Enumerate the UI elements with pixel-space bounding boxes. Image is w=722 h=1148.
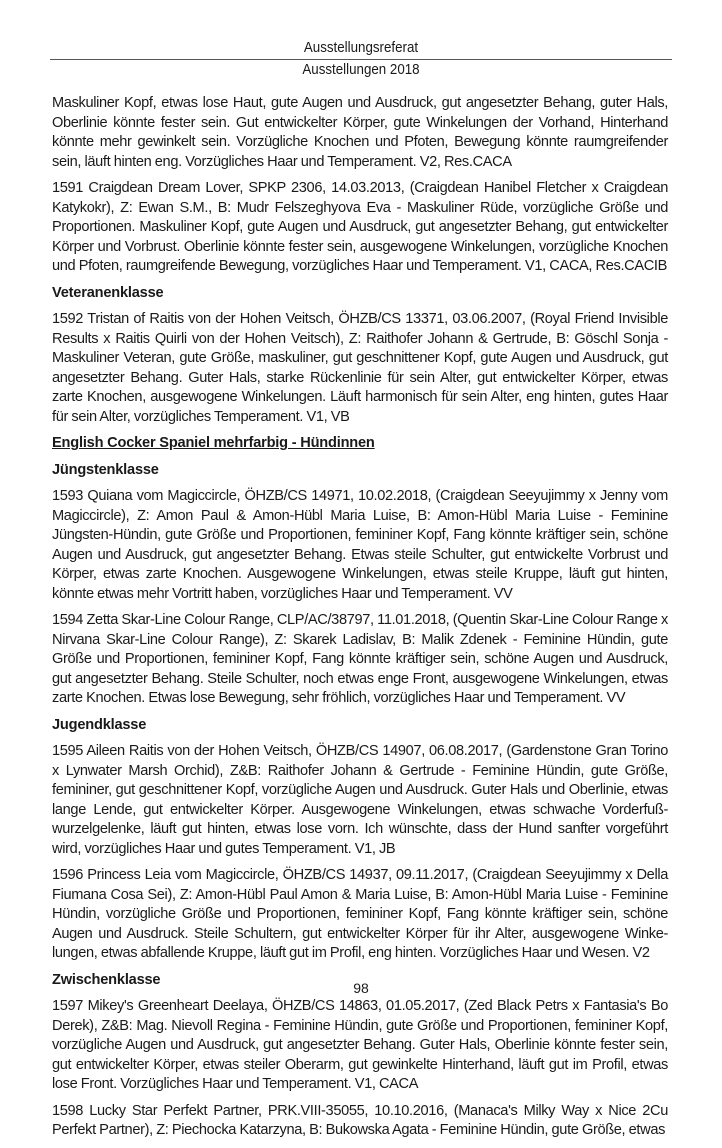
entry-1595: 1595 Aileen Raitis von der Hohen Veitsch, ÖHZB/CS 14907, 06.08.2017, (Gardenstone Gran Torino x Lynwater Marsh Orchid), Z&B: Raithofer Johann & Gertrude - Feminine Hündin, gute Größe, femininer, gut geschnittener Kopf, vorzügliche Augen und Ausdruck. Guter Hals und Oberlinie, etwas lange Lende, gut entwickelter Körper. Ausgewogene Winkelungen, etwas schwache Vorderfuß-wurzelgelenke, läuft gut hinten, etwas lose vorn. Ich wünschte, dass der Hund sanfter vorgeführt wird, vorzügliches Haar und gutes Temperament. V1, JB	[52, 743, 668, 857]
entry-1591: 1591 Craigdean Dream Lover, SPKP 2306, 14.03.2013, (Craigdean Hanibel Fletcher x Craigdean Katykokr), Z: Ewan S.M., B: Mudr Felszeghyova Eva - Maskuliner Rüde, vorzügliche Größe und Proportionen. Maskuliner Kopf, gute Augen und Ausdruck, gut angesetzter Behang, gut entwickelter Körper und Vorbrust. Oberlinie könnte fester sein, ausgewogene Winkelungen, vorzügliche Knochen und Pfoten, raumgreifende Bewegung, vorzügliches Haar und Temperament. V1, CACA, Res.CACIB	[52, 180, 668, 274]
entry-1593: 1593 Quiana vom Magiccircle, ÖHZB/CS 14971, 10.02.2018, (Craigdean Seeyujimmy x Jenny vom Magiccircle), Z: Amon Paul & Amon-Hübl Maria Luise, B: Amon-Hübl Maria Luise - Feminine Jüngsten-Hündin, gute Größe und Proportionen, femininer Kopf, Fang könnte kräftiger sein, schöne Augen und Ausdruck, gut angesetzter Behang. Etwas steile Schulter, gut entwickelte Vorbrust und Körper, etwas zarte Knochen. Ausgewogene Winkelungen, etwas steile Kruppe, läuft gut hinten, könnte etwas mehr Vortritt haben, vorzügliches Haar und Temperament. VV	[52, 488, 668, 602]
class-heading-jugendklasse: Jugendklasse	[52, 716, 147, 733]
entry-1598: 1598 Lucky Star Perfekt Partner, PRK.VIII-35055, 10.10.2016, (Manaca's Milky Way x Nice 2Cu Perfekt Partner), Z: Piechocka Katarzyna, B: Bukowska Agata - Feminine Hündin, gute Größe, etwas	[52, 1102, 668, 1138]
entry-1594: 1594 Zetta Skar-Line Colour Range, CLP/AC/38797, 11.01.2018, (Quentin Skar-Line Colour Range x Nirvana Skar-Line Colour Range), Z: Skarek Ladislav, B: Malik Zdenek - Feminine Hündin, gute Größe und Proportionen, femininer Kopf, Fang könnte kräftiger sein, schöne Augen und Ausdruck, gut angesetzter Behang. Steile Schulter, noch etwas enge Front, ausgewogene Winkelungen, etwas zarte Knochen. Etwas lose Bewegung, sehr fröhlich, vorzügliches Haar und Temperament. VV	[52, 612, 668, 706]
paragraph-continued: Maskuliner Kopf, etwas lose Haut, gute Augen und Ausdruck, gut angesetzter Behang, guter Hals, Oberlinie könnte fester sein. Gut entwickelter Körper, gute Winkelungen der Vorhand, Hinterhand könnte mehr gewinkelt sein. Vorzügliche Knochen und Pfoten, Bewegung könnte raumgreifender sein, läuft hinten eng. Vorzügliches Haar und Temperament. V2, Res.CACA	[52, 95, 668, 170]
header-subtitle: Ausstellungen 2018	[302, 62, 420, 78]
header-title: Ausstellungsreferat	[303, 40, 419, 56]
entry-1592: 1592 Tristan of Raitis von der Hohen Veitsch, ÖHZB/CS 13371, 03.06.2007, (Royal Friend Invisible Results x Raitis Quirli von der Hohen Veitsch), Z: Raithofer Johann & Gertrude, B: Göschl Sonja - Maskuliner Veteran, gute Größe, maskuliner, gut geschnittener Kopf, gute Augen und Ausdruck, gut angesetzter Behang. Guter Hals, starke Rückenlinie für sein Alter, gut entwickelter Körper, etwas zarte Knochen, ausgewogene Winkelungen. Läuft harmonisch für sein Alter, eng hinten, gutes Haar für sein Alter, vorzügliches Temperament. V1, VB	[52, 311, 668, 425]
section-heading-breed: English Cocker Spaniel mehrfarbig - Hündinnen	[52, 435, 375, 451]
header-rule	[50, 59, 672, 60]
entry-1596: 1596 Princess Leia vom Magiccircle, ÖHZB/CS 14937, 09.11.2017, (Craigdean Seeyujimmy x Della Fiumana Cosa Sei), Z: Amon-Hübl Paul Amon & Maria Luise, B: Amon-Hübl Maria Luise - Feminine Hündin, vorzügliche Größe und Proportionen, femininer Kopf, Fang könnte kräftiger sein, schöne Augen und Ausdruck. Steile Schultern, gut entwickelter Körper für ihr Alter, ausgewogene Winke-lungen, etwas abfallende Kruppe, läuft gut im Profil, eng hinten. Vorzügliches Haar und Wesen. V2	[52, 867, 668, 961]
entry-1597: 1597 Mikey's Greenheart Deelaya, ÖHZB/CS 14863, 01.05.2017, (Zed Black Petrs x Fantasia's Bo Derek), Z&B: Mag. Nievoll Regina - Feminine Hündin, gute Größe und Proportionen, femininer Kopf, vorzügliche Augen und Ausdruck, gut angesetzter Behang. Guter Hals, Oberlinie könnte fester sein, gut entwickelter Körper, etwas steiler Oberarm, gut gewinkelte Hinterhand, läuft gut im Profil, etwas lose Front. Vorzügliches Haar und Temperament. V1, CACA	[52, 998, 668, 1092]
class-heading-zwischenklasse: Zwischenklasse	[52, 971, 161, 988]
page-number: 98	[353, 980, 369, 996]
page-header	[50, 40, 672, 79]
class-heading-juengstenklasse: Jüngstenklasse	[52, 461, 159, 478]
class-heading-veteranenklasse: Veteranenklasse	[52, 284, 164, 301]
